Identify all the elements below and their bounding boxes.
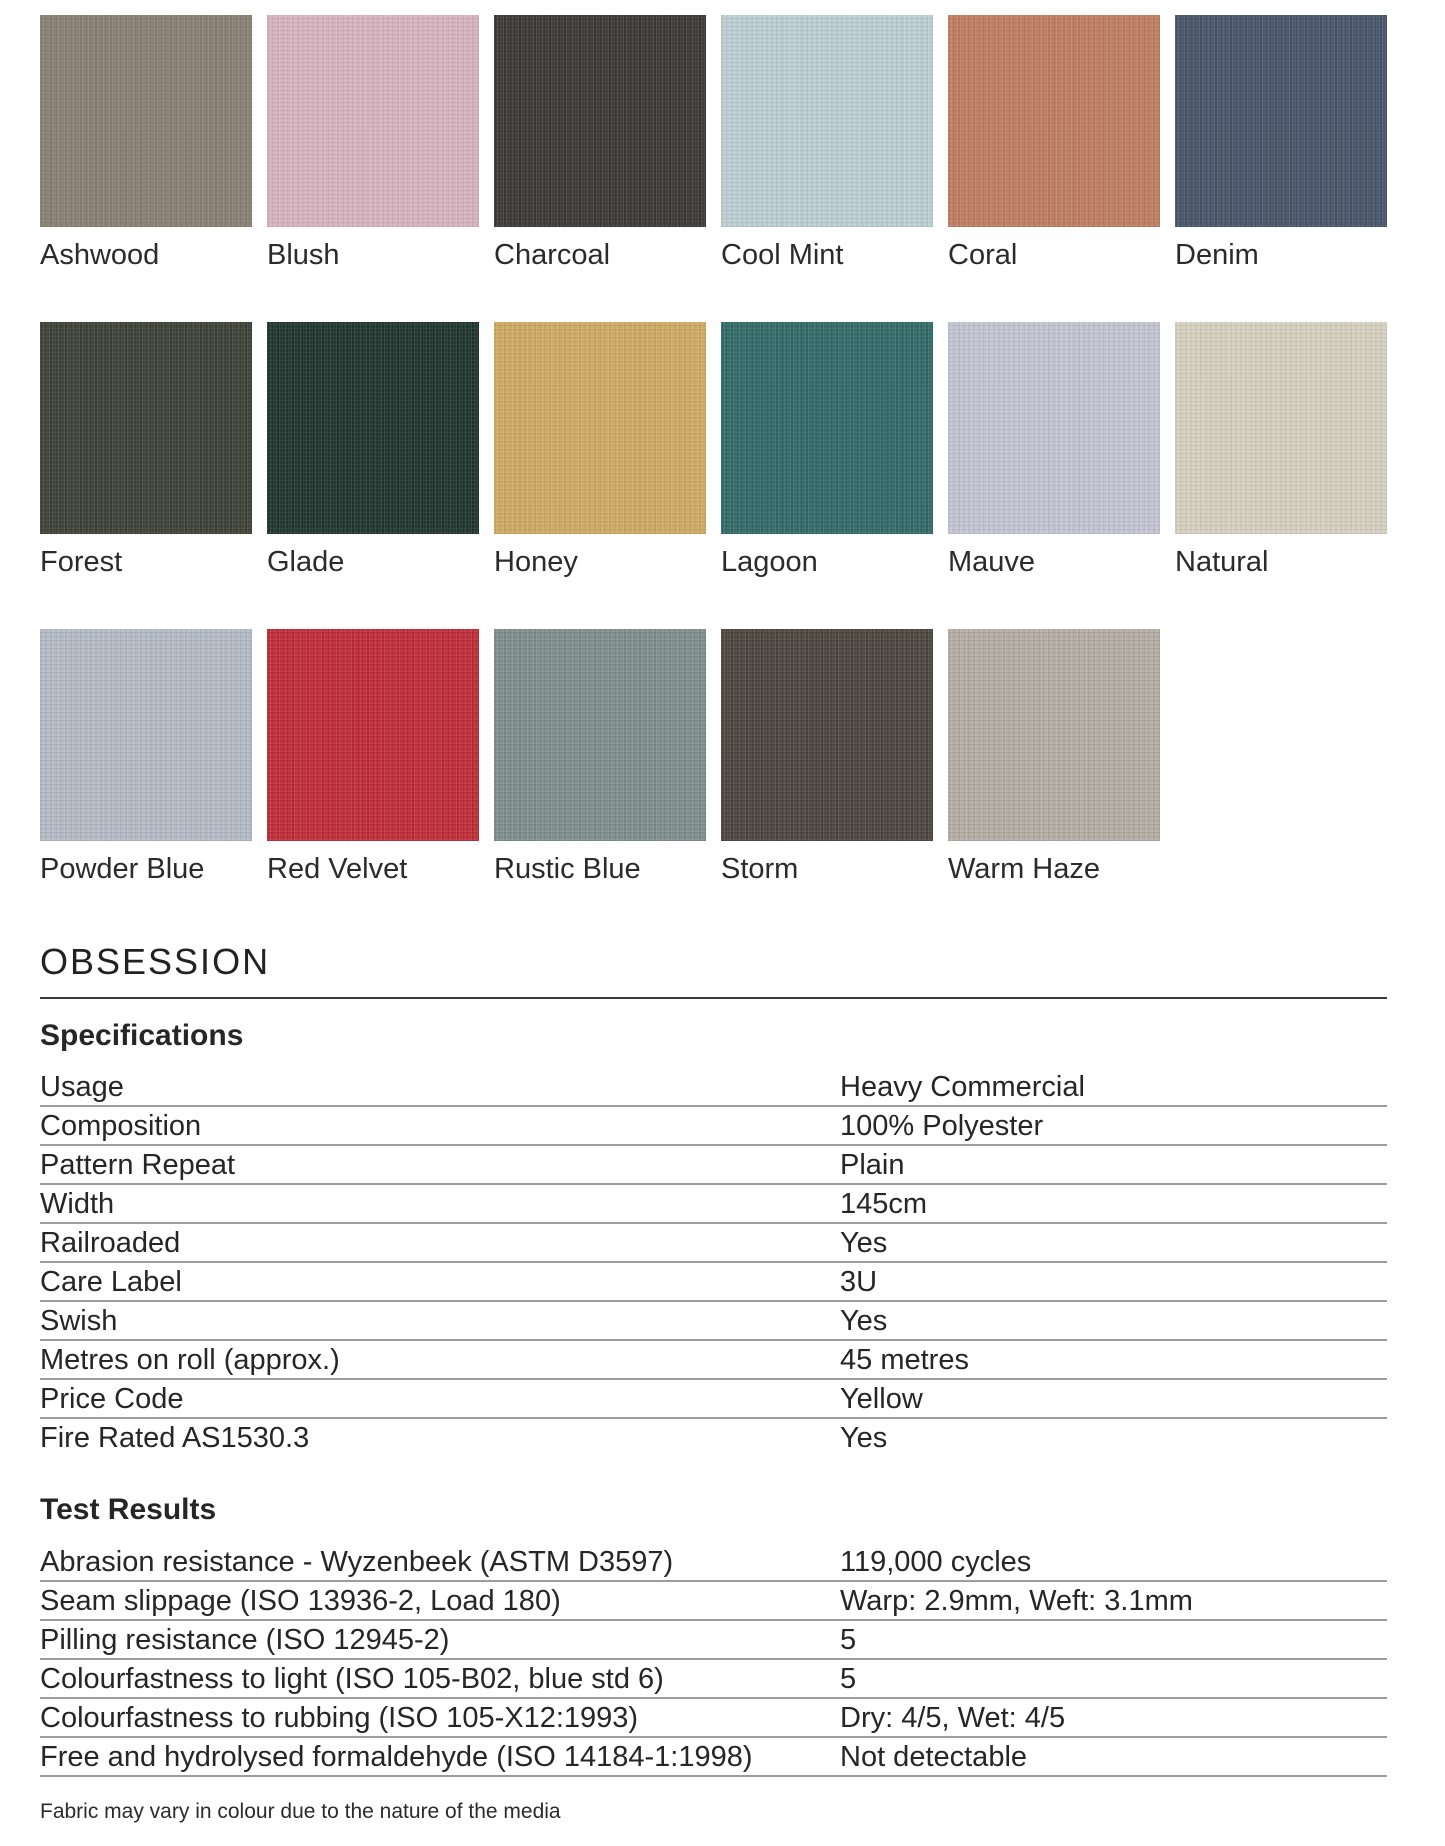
row-label: Fire Rated AS1530.3	[40, 1421, 310, 1454]
specifications-table	[40, 1068, 1387, 1456]
swatch-forest	[40, 322, 252, 581]
table-row	[40, 1419, 1387, 1456]
row-value: Heavy Commercial	[840, 1070, 1085, 1103]
swatch-warm-haze	[948, 629, 1160, 888]
row-label: Width	[40, 1187, 115, 1220]
swatch-name-label: Ashwood	[40, 239, 160, 271]
row-label: Pilling resistance (ISO 12945-2)	[40, 1623, 450, 1656]
row-value: 45 metres	[840, 1343, 969, 1376]
row-value: Warp: 2.9mm, Weft: 3.1mm	[840, 1584, 1193, 1617]
title-divider	[40, 997, 1387, 999]
fabric-swatch-image	[494, 15, 706, 227]
row-value: Not detectable	[840, 1740, 1028, 1773]
row-value: 3U	[840, 1265, 878, 1298]
row-label: Colourfastness to rubbing (ISO 105-X12:1993)	[40, 1701, 639, 1734]
fabric-swatch-image	[267, 322, 479, 534]
table-row	[40, 1621, 1387, 1660]
fabric-swatch-image	[721, 629, 933, 841]
row-label: Railroaded	[40, 1226, 181, 1259]
swatch-grid	[40, 15, 1387, 888]
fabric-swatch-image	[721, 15, 933, 227]
swatch-name-label: Rustic Blue	[494, 853, 641, 885]
fabric-swatch-image	[721, 322, 933, 534]
table-row	[40, 1582, 1387, 1621]
fabric-swatch-image	[494, 322, 706, 534]
row-label: Colourfastness to light (ISO 105-B02, blue std 6)	[40, 1662, 664, 1695]
table-row	[40, 1263, 1387, 1302]
swatch-name-label: Honey	[494, 546, 578, 578]
row-value: Plain	[840, 1148, 905, 1181]
swatch-name-label: Red Velvet	[267, 853, 408, 885]
swatch-coral	[948, 15, 1160, 274]
swatch-cool-mint	[721, 15, 933, 274]
swatch-name-label: Powder Blue	[40, 853, 205, 885]
row-label: Composition	[40, 1109, 202, 1142]
row-label: Swish	[40, 1304, 118, 1337]
table-row	[40, 1699, 1387, 1738]
footnote: Fabric may vary in colour due to the nature of the media	[40, 1800, 561, 1823]
table-row	[40, 1146, 1387, 1185]
row-value: Yes	[840, 1304, 888, 1337]
swatch-honey	[494, 322, 706, 581]
fabric-swatch-image	[267, 15, 479, 227]
swatch-storm	[721, 629, 933, 888]
row-value: 145cm	[840, 1187, 928, 1220]
swatch-name-label: Storm	[721, 853, 799, 885]
fabric-swatch-image	[948, 322, 1160, 534]
swatch-glade	[267, 322, 479, 581]
table-row	[40, 1107, 1387, 1146]
row-label: Pattern Repeat	[40, 1148, 236, 1181]
row-value: 119,000 cycles	[840, 1545, 1032, 1578]
table-row	[40, 1302, 1387, 1341]
row-value: 5	[840, 1623, 857, 1656]
fabric-swatch-image	[40, 322, 252, 534]
swatch-rustic-blue	[494, 629, 706, 888]
swatch-name-label: Natural	[1175, 546, 1269, 578]
swatch-ashwood	[40, 15, 252, 274]
swatch-red-velvet	[267, 629, 479, 888]
row-value: Dry: 4/5, Wet: 4/5	[840, 1701, 1066, 1734]
row-value: Yes	[840, 1421, 888, 1454]
swatch-name-label: Charcoal	[494, 239, 611, 271]
swatch-powder-blue	[40, 629, 252, 888]
row-label: Abrasion resistance - Wyzenbeek (ASTM D3597)	[40, 1545, 674, 1578]
fabric-swatch-image	[1175, 15, 1387, 227]
swatch-name-label: Warm Haze	[948, 853, 1100, 885]
fabric-swatch-image	[40, 629, 252, 841]
fabric-swatch-image	[948, 15, 1160, 227]
swatch-name-label: Cool Mint	[721, 239, 844, 271]
fabric-swatch-image	[494, 629, 706, 841]
swatch-natural	[1175, 322, 1387, 581]
specifications-heading: Specifications	[40, 1019, 244, 1052]
swatch-name-label: Glade	[267, 546, 345, 578]
page-title: OBSESSION	[40, 941, 271, 982]
row-value: 5	[840, 1662, 857, 1695]
row-value: Yes	[840, 1226, 888, 1259]
swatch-name-label: Forest	[40, 546, 123, 578]
row-value: 100% Polyester	[840, 1109, 1044, 1142]
swatch-blush	[267, 15, 479, 274]
fabric-swatch-image	[267, 629, 479, 841]
table-row	[40, 1380, 1387, 1419]
row-label: Care Label	[40, 1265, 182, 1298]
table-row	[40, 1068, 1387, 1107]
swatch-name-label: Mauve	[948, 546, 1036, 578]
test-results-table	[40, 1543, 1387, 1777]
fabric-swatch-image	[40, 15, 252, 227]
swatch-mauve	[948, 322, 1160, 581]
swatch-name-label: Lagoon	[721, 546, 818, 578]
table-row	[40, 1224, 1387, 1263]
row-value: Yellow	[840, 1382, 923, 1415]
swatch-denim	[1175, 15, 1387, 274]
swatch-charcoal	[494, 15, 706, 274]
table-row	[40, 1738, 1387, 1777]
table-row	[40, 1185, 1387, 1224]
table-row	[40, 1543, 1387, 1582]
row-label: Free and hydrolysed formaldehyde (ISO 14184-1:1998)	[40, 1740, 753, 1773]
table-row	[40, 1341, 1387, 1380]
fabric-swatch-image	[948, 629, 1160, 841]
row-label: Metres on roll (approx.)	[40, 1343, 340, 1376]
swatch-name-label: Blush	[267, 239, 340, 271]
row-label: Usage	[40, 1070, 124, 1103]
swatch-name-label: Denim	[1175, 239, 1259, 271]
row-label: Seam slippage (ISO 13936-2, Load 180)	[40, 1584, 561, 1617]
test-results-heading: Test Results	[40, 1493, 217, 1526]
table-row	[40, 1660, 1387, 1699]
fabric-swatch-image	[1175, 322, 1387, 534]
row-label: Price Code	[40, 1382, 184, 1415]
swatch-name-label: Coral	[948, 239, 1018, 271]
swatch-lagoon	[721, 322, 933, 581]
